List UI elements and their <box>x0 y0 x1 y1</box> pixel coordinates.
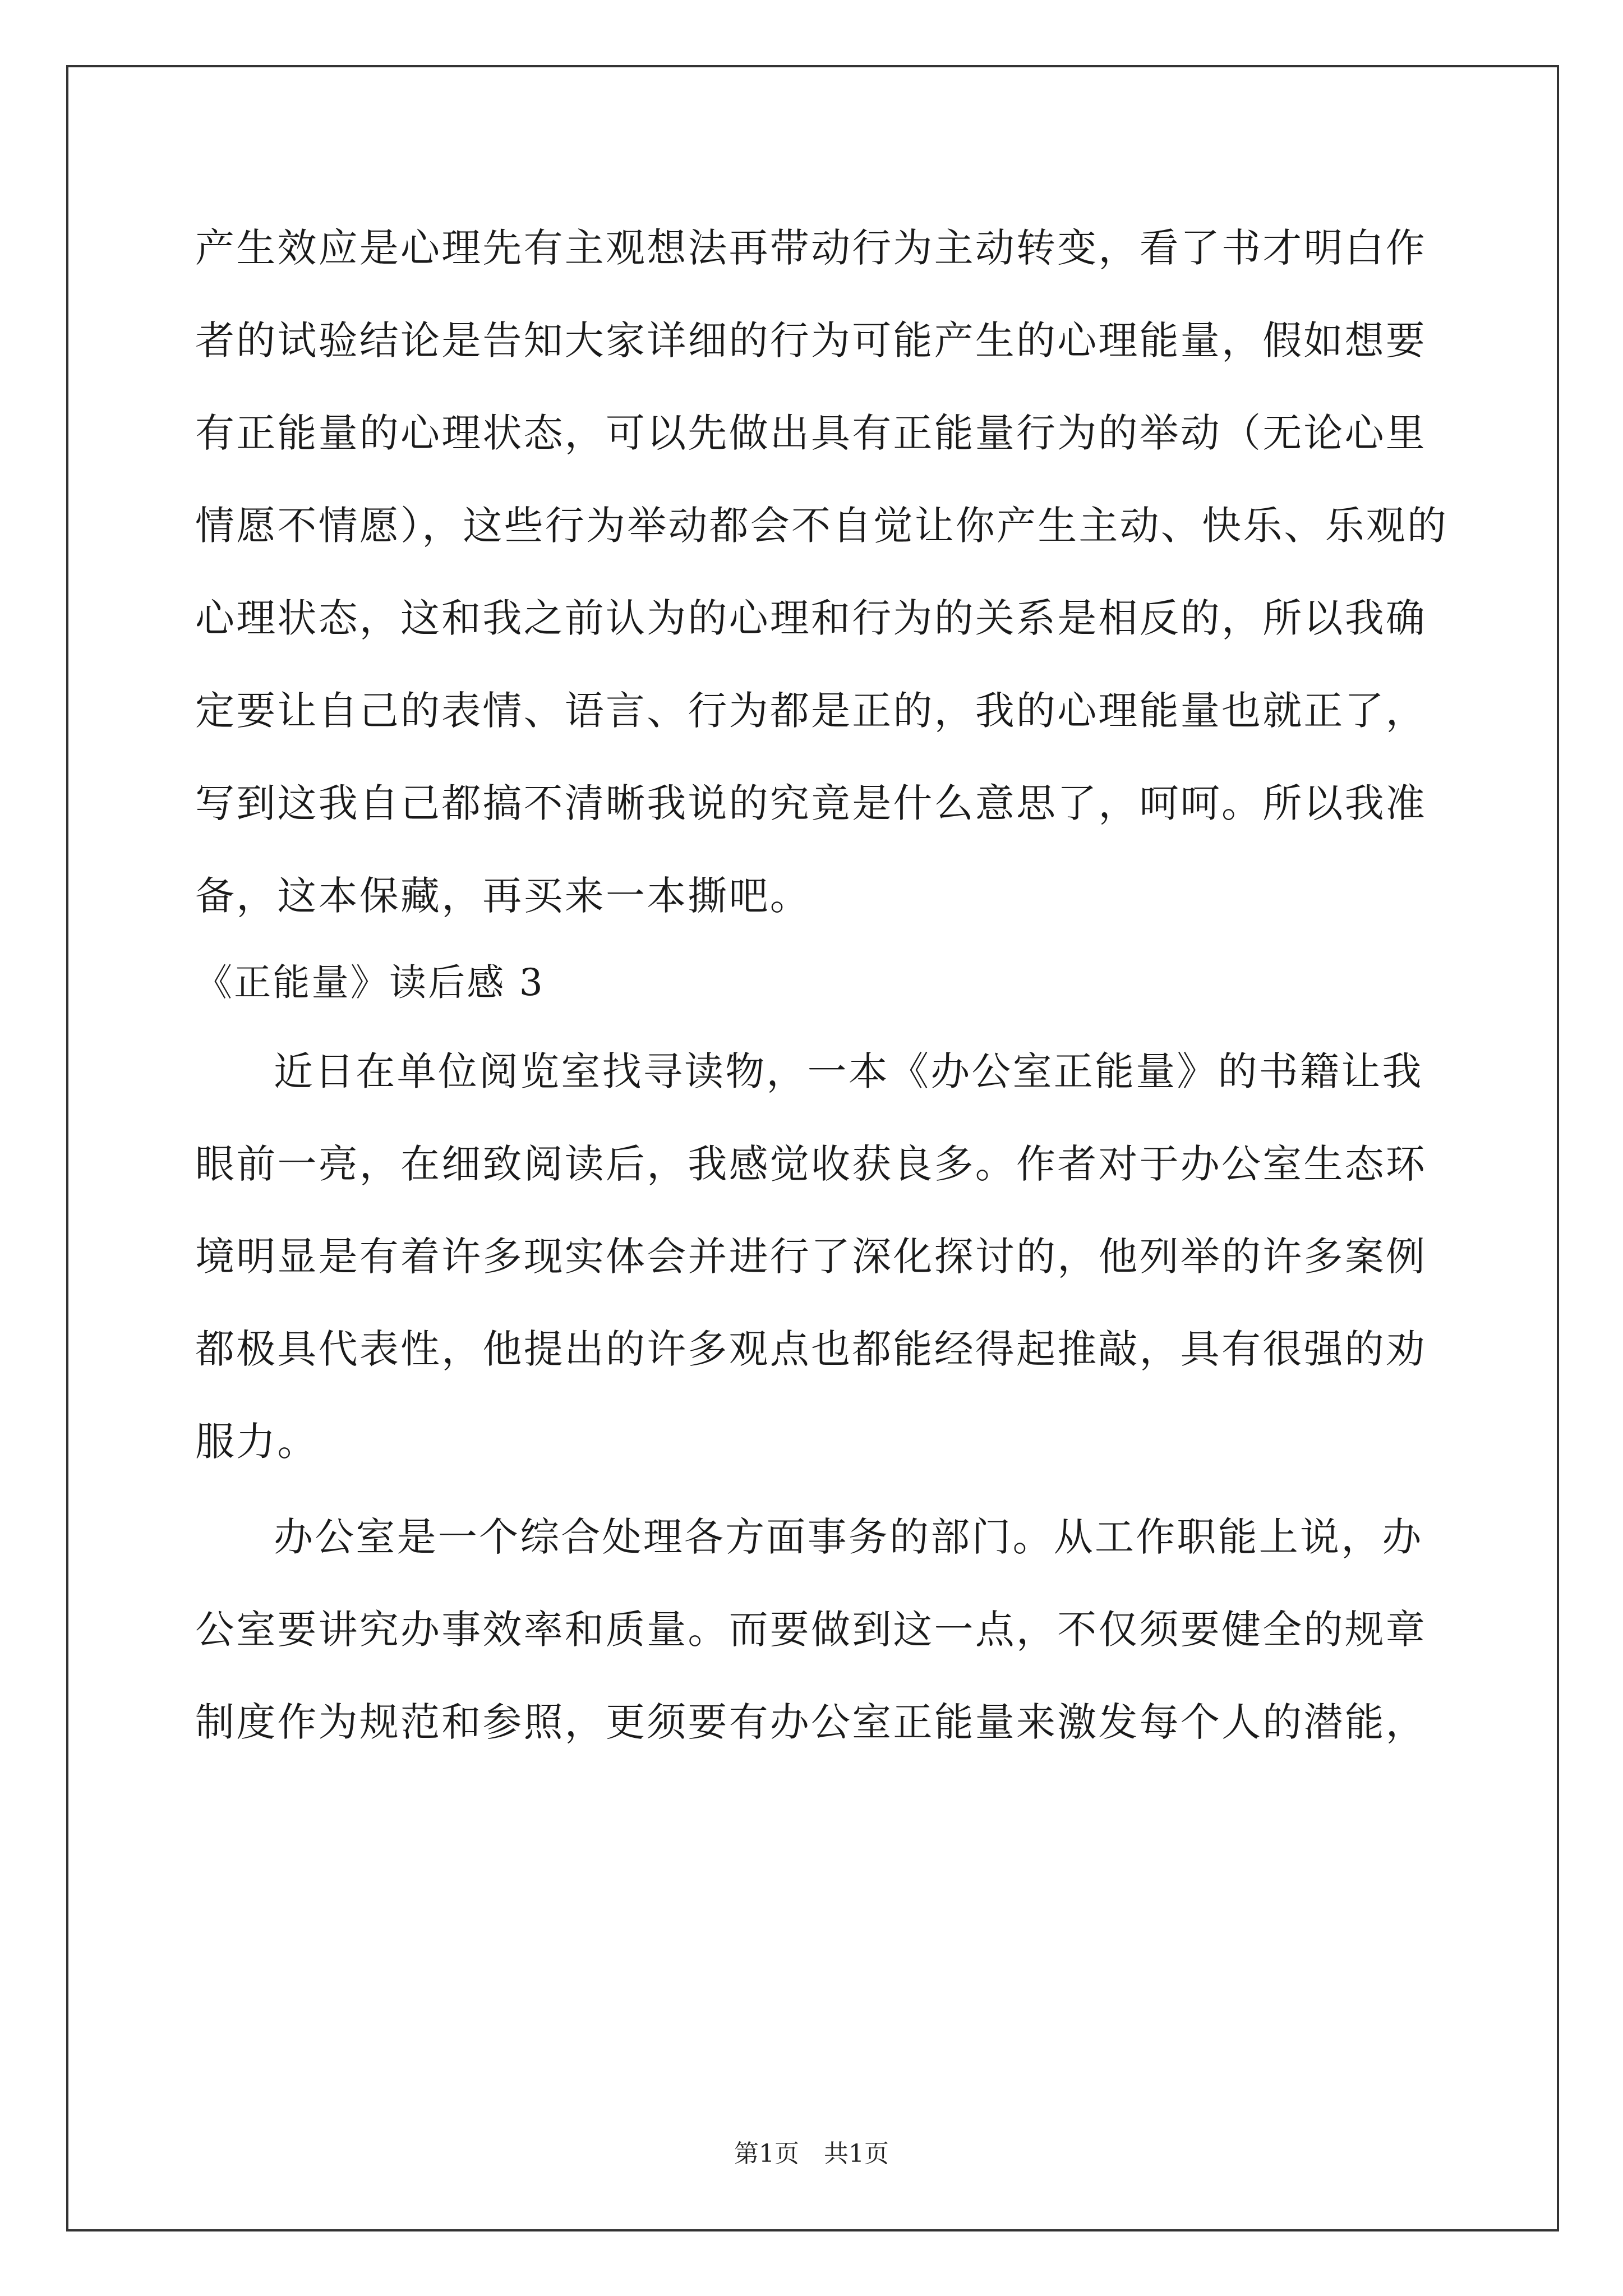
text-line: 心理状态，这和我之前认为的心理和行为的关系是相反的，所以我确 <box>195 595 1427 641</box>
text-line: 都极具代表性，他提出的许多观点也都能经得起推敲，具有很强的劝 <box>195 1326 1427 1372</box>
text-line: 眼前一亮，在细致阅读后，我感觉收获良多。作者对于办公室生态环 <box>195 1141 1427 1187</box>
section-heading: 《正能量》读后感 3 <box>195 961 545 1004</box>
text-line: 情愿不情愿），这些行为举动都会不自觉让你产生主动、快乐、乐观的 <box>195 503 1449 549</box>
page-number-footer: 第1页 共1页 <box>734 2139 889 2168</box>
text-line: 者的试验结论是告知大家详细的行为可能产生的心理能量，假如想要 <box>195 318 1427 364</box>
text-line: 公室要讲究办事效率和质量。而要做到这一点，不仅须要健全的规章 <box>195 1607 1427 1653</box>
text-line: 定要让自己的表情、语言、行为都是正的，我的心理能量也就正了， <box>195 688 1427 734</box>
text-line: 服力。 <box>195 1419 319 1465</box>
text-line: 境明显是有着许多现实体会并进行了深化探讨的，他列举的许多案例 <box>195 1234 1427 1280</box>
text-line: 制度作为规范和参照，更须要有办公室正能量来激发每个人的潜能， <box>195 1699 1427 1745</box>
text-line: 近日在单位阅览室找寻读物，一本《办公室正能量》的书籍让我 <box>274 1048 1423 1094</box>
text-line: 产生效应是心理先有主观想法再带动行为主动转变，看了书才明白作 <box>195 225 1427 271</box>
text-line: 写到这我自己都搞不清晰我说的究竟是什么意思了，呵呵。所以我准 <box>195 780 1427 826</box>
text-line: 备，这本保藏，再买来一本撕吧。 <box>195 873 811 919</box>
text-line: 有正能量的心理状态，可以先做出具有正能量行为的举动（无论心里 <box>195 410 1427 456</box>
text-line: 办公室是一个综合处理各方面事务的部门。从工作职能上说，办 <box>274 1514 1423 1560</box>
